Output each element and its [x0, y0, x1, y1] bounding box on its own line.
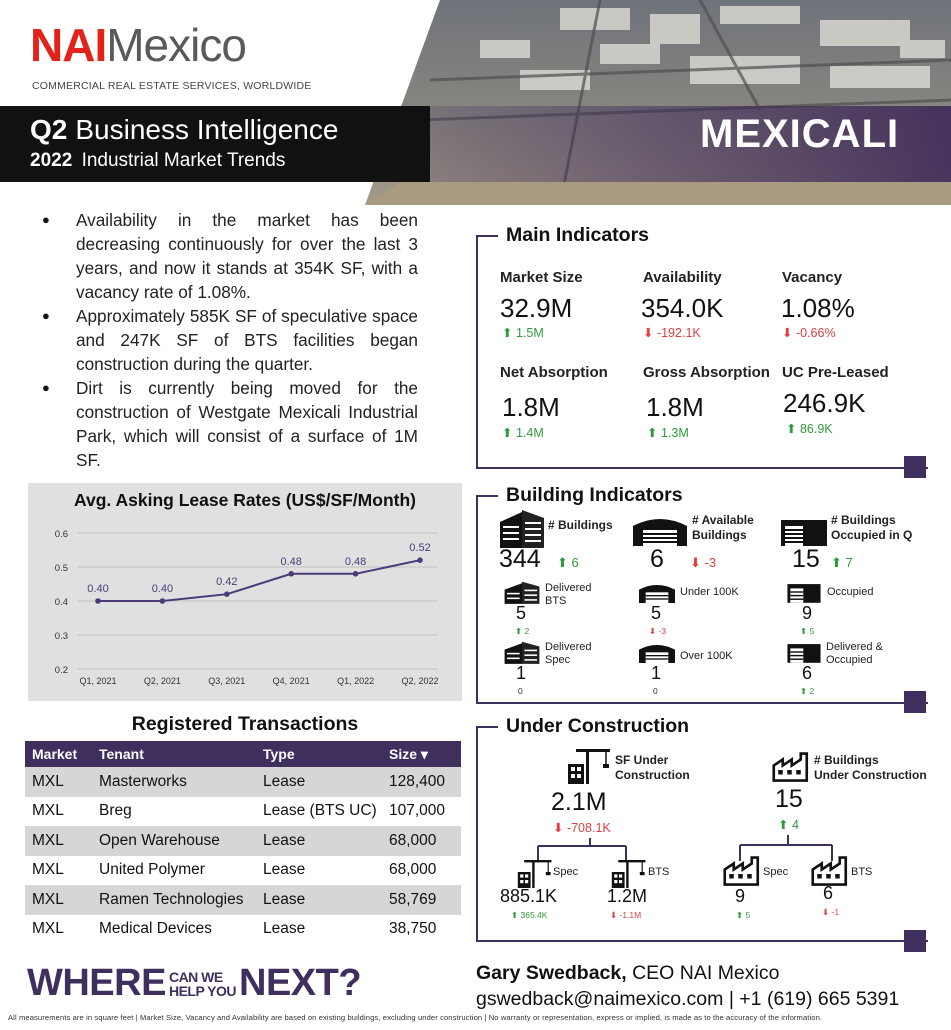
buildings-label: # Buildings — [548, 518, 613, 532]
nai-mexico-logo — [30, 19, 246, 71]
vacancy-value: 1.08% — [781, 293, 855, 323]
cell-tenant: Open Warehouse — [92, 826, 256, 856]
factory-spec-icon — [723, 856, 761, 886]
vacancy-change: ⬇ -0.66% — [782, 326, 836, 340]
bld-uc-label-1: # Buildings — [814, 753, 879, 767]
cell-size: 68,000 — [389, 861, 437, 879]
chart-title: Avg. Asking Lease Rates (US$/SF/Month) — [74, 490, 416, 510]
occupied-value: 9 — [802, 603, 813, 623]
occupied-q-label-2: Occupied in Q — [831, 528, 913, 542]
logo-nai-text: NAI — [30, 19, 107, 71]
gross-absorption-label: Gross Absorption — [643, 364, 770, 381]
transactions-table — [25, 741, 461, 944]
x-tick-label: Q2, 2022 — [401, 676, 439, 686]
contact-name — [476, 962, 779, 985]
summary-bullets — [40, 208, 418, 472]
occupied-q-label-1: # Buildings — [831, 513, 896, 527]
cta-next: NEXT? — [239, 962, 362, 1004]
quarter-label: Q2 — [30, 114, 68, 145]
panel-corner-square — [904, 456, 926, 478]
cell-size: 128,400 — [382, 767, 461, 797]
under-construction-title: Under Construction — [506, 715, 690, 737]
data-label: 0.42 — [216, 576, 238, 589]
data-label: 0.40 — [151, 583, 174, 595]
sf-uc-change: ⬇ -708.1K — [553, 821, 611, 835]
lease-rate-chart — [28, 483, 462, 701]
col-market[interactable]: Market — [25, 741, 92, 767]
delivered-occupied-change: ⬆ 2 — [800, 686, 815, 696]
data-point — [224, 591, 230, 597]
x-tick-label: Q3, 2021 — [208, 676, 246, 686]
office-building-icon — [498, 508, 546, 548]
city-title: MEXICALI — [700, 112, 900, 156]
cell-market: MXL — [25, 885, 92, 915]
cell-tenant: Ramen Technologies — [92, 885, 256, 915]
cell-size: 107,000 — [389, 802, 446, 820]
occupied-q-value: 15 — [792, 545, 820, 573]
data-label: 0.48 — [280, 555, 302, 568]
cta-slogan — [27, 962, 361, 1005]
occupied-label: Occupied — [827, 586, 874, 598]
available-change: ⬇ -3 — [690, 555, 717, 570]
bld-spec-change: ⬆ 5 — [736, 910, 751, 920]
table-header-row — [25, 741, 461, 767]
factory-bts-icon — [811, 856, 849, 886]
cell-market: MXL — [32, 920, 64, 938]
sf-bts-change: ⬇ -1.1M — [610, 910, 642, 920]
building-indicators-title: Building Indicators — [506, 484, 683, 506]
factory-icon — [772, 752, 810, 782]
cta-can-we: CAN WE — [168, 968, 223, 985]
warehouse-icon — [631, 516, 689, 546]
logo-tagline: COMMERCIAL REAL ESTATE SERVICES, WORLDWIDE — [32, 80, 312, 92]
cell-type: Lease (BTS UC) — [263, 802, 377, 820]
cta-where: WHERE — [27, 962, 166, 1004]
net-absorption-change: ⬆ 1.4M — [502, 426, 544, 440]
table-row — [25, 797, 461, 827]
delivered-bts-label-1: Delivered — [545, 582, 592, 594]
bld-uc-change: ⬆ 4 — [778, 818, 799, 832]
cell-type: Lease — [256, 767, 382, 797]
panel-corner-square — [904, 930, 926, 952]
data-point — [95, 598, 101, 604]
cell-market: MXL — [25, 767, 92, 797]
cell-type: Lease — [256, 885, 382, 915]
cta-small — [169, 970, 236, 998]
occupied-building-icon — [779, 516, 829, 546]
bullet-item: ● Dirt is currently being moved for the construction of Westgate Mexicali Industrial Park, which will consist of a surface of 1M SF. — [40, 376, 418, 472]
delivered-spec-change: 0 — [518, 686, 523, 696]
delivered-bts-label — [545, 582, 591, 608]
buildings-change: ⬆ 6 — [557, 555, 579, 570]
available-value: 6 — [650, 545, 664, 573]
cell-market: MXL — [32, 861, 64, 879]
delivered-spec-icon — [503, 640, 541, 664]
year-label: 2022 — [30, 150, 73, 171]
table-row — [25, 767, 461, 797]
data-point — [160, 598, 166, 604]
sf-bts-value: 1.2M — [607, 886, 648, 906]
bld-spec-label: Spec — [763, 866, 789, 878]
crane-spec-icon — [513, 856, 553, 888]
bullet-item: ● Approximately 585K SF of speculative space and 247K SF of BTS facilities began construction during the quarter. — [40, 304, 418, 376]
data-label: 0.48 — [344, 555, 367, 568]
main-indicators-title: Main Indicators — [506, 224, 650, 246]
cell-type: Lease — [256, 826, 382, 856]
delivered-spec-value: 1 — [516, 663, 527, 683]
over-100k-value: 1 — [651, 663, 662, 683]
delivered-occupied-value: 6 — [802, 663, 813, 683]
y-tick-label: 0.4 — [54, 597, 68, 608]
sf-spec-change: ⬆ 365.4K — [511, 910, 548, 920]
market-size-change: ⬆ 1.5M — [502, 326, 544, 340]
under-100k-change: ⬇ -3 — [649, 626, 667, 636]
net-absorption-label: Net Absorption — [500, 364, 608, 381]
uc-preleased-value: 246.9K — [783, 388, 866, 418]
table-row — [25, 826, 461, 856]
bld-spec-value: 9 — [735, 886, 746, 906]
delivered-bts-label-2: BTS — [545, 595, 567, 607]
bld-bts-label: BTS — [851, 866, 873, 878]
crane-bts-icon — [607, 856, 647, 888]
occupied-change: ⬆ 5 — [800, 626, 815, 636]
bullet-item: ● Availability in the market has been decreasing continuously for over the last 3 years, and now it stands at 354K SF, with a vacancy rate of 1.08%. — [40, 208, 418, 304]
col-size[interactable]: Size ▾ — [382, 741, 461, 767]
availability-label: Availability — [643, 269, 722, 286]
delivered-occupied-icon — [786, 641, 822, 663]
delivered-bts-value: 5 — [516, 603, 527, 623]
available-label-1: # Available — [692, 513, 754, 527]
delivered-spec-label-2: Spec — [545, 654, 571, 666]
cta-help-you: HELP YOU — [168, 982, 237, 999]
contact-email-phone[interactable]: gswedback@naimexico.com | +1 (619) 665 5391 — [476, 988, 900, 1010]
over-100k-label: Over 100K — [680, 650, 733, 662]
sf-spec-label: Spec — [553, 866, 579, 878]
buildings-value: 344 — [499, 545, 541, 573]
subtitle-text: Industrial Market Trends — [81, 150, 286, 171]
y-tick-label: 0.5 — [54, 563, 68, 574]
available-label-2: Buildings — [692, 528, 747, 542]
report-title-text: Business Intelligence — [75, 114, 339, 145]
availability-value: 354.0K — [641, 293, 724, 323]
transactions-title: Registered Transactions — [131, 713, 359, 735]
cell-tenant: Masterworks — [92, 767, 256, 797]
y-tick-label: 0.2 — [54, 665, 68, 676]
data-point — [288, 571, 294, 577]
bld-uc-label-2: Under Construction — [814, 768, 927, 782]
data-point — [353, 571, 359, 577]
occupied-q-change: ⬆ 7 — [831, 555, 853, 570]
report-subtitle — [30, 150, 285, 172]
crane-icon — [562, 744, 612, 784]
x-tick-label: Q4, 2021 — [272, 676, 310, 686]
market-size-label: Market Size — [500, 269, 583, 286]
x-tick-label: Q1, 2022 — [337, 676, 375, 686]
delivered-occupied-label-2: Occupied — [826, 654, 873, 666]
gross-absorption-change: ⬆ 1.3M — [647, 426, 689, 440]
under-100k-label: Under 100K — [680, 586, 739, 598]
cell-type: Lease — [263, 861, 306, 879]
cell-size: 58,769 — [382, 885, 461, 915]
table-row — [25, 885, 461, 915]
report-title — [30, 114, 338, 146]
panel-corner-square — [904, 691, 926, 713]
sf-uc-label — [615, 753, 690, 783]
cell-size: 38,750 — [389, 920, 437, 938]
uc-preleased-label: UC Pre-Leased — [782, 364, 889, 381]
contact-person: Gary Swedback, — [476, 962, 627, 984]
sf-spec-value: 885.1K — [500, 886, 558, 906]
data-label: 0.52 — [409, 542, 431, 555]
cell-type: Lease — [263, 920, 306, 938]
cell-market: MXL — [32, 802, 64, 820]
sf-uc-label-1: SF Under — [615, 753, 669, 767]
col-type[interactable]: Type — [256, 741, 382, 767]
cell-tenant: Breg — [99, 802, 132, 820]
y-tick-label: 0.6 — [54, 529, 68, 540]
delivered-bts-change: ⬆ 2 — [515, 626, 530, 636]
over-100k-icon — [637, 643, 677, 663]
bld-bts-change: ⬇ -1 — [822, 907, 840, 917]
cell-size: 68,000 — [382, 826, 461, 856]
occupied-icon — [786, 581, 822, 603]
delivered-occupied-label-1: Delivered & — [826, 641, 883, 653]
available-label — [692, 513, 754, 543]
under-100k-value: 5 — [651, 603, 662, 623]
uc-preleased-change: ⬆ 86.9K — [786, 422, 833, 436]
col-tenant[interactable]: Tenant — [92, 741, 256, 767]
bld-uc-label — [814, 753, 927, 783]
vacancy-label: Vacancy — [782, 269, 843, 286]
y-tick-label: 0.3 — [54, 631, 68, 642]
delivered-spec-label-1: Delivered — [545, 641, 592, 653]
delivered-occupied-label — [826, 641, 883, 667]
series-line — [98, 560, 420, 601]
sf-uc-label-2: Construction — [615, 768, 690, 782]
x-tick-label: Q1, 2021 — [79, 676, 117, 686]
table-row — [25, 915, 461, 945]
data-point — [417, 557, 423, 563]
under-100k-icon — [637, 583, 677, 603]
gross-absorption-value: 1.8M — [646, 392, 704, 422]
occupied-q-label — [831, 513, 912, 543]
delivered-spec-label — [545, 641, 591, 667]
net-absorption-value: 1.8M — [502, 392, 560, 422]
cell-market: MXL — [25, 826, 92, 856]
cell-tenant: United Polymer — [99, 861, 205, 879]
table-row — [25, 856, 461, 886]
cell-tenant: Medical Devices — [99, 920, 212, 938]
footer-disclaimer: All measurements are in square feet | Market Size, Vacancy and Availability are based on existing buildings, excluding under construction | No warranty or representation, express or implied, is made as to the accuracy of the information. — [8, 1013, 823, 1022]
logo-mexico-text: Mexico — [106, 19, 246, 71]
bld-bts-value: 6 — [823, 883, 834, 903]
market-size-value: 32.9M — [500, 293, 573, 323]
data-label: 0.40 — [87, 583, 109, 595]
bld-uc-value: 15 — [775, 785, 803, 813]
x-tick-label: Q2, 2021 — [143, 676, 181, 686]
contact-role: CEO NAI Mexico — [632, 962, 780, 984]
delivered-bts-icon — [503, 580, 541, 604]
sf-uc-value: 2.1M — [551, 788, 607, 816]
availability-change: ⬇ -192.1K — [643, 326, 701, 340]
sf-bts-label: BTS — [648, 866, 670, 878]
over-100k-change: 0 — [653, 686, 658, 696]
